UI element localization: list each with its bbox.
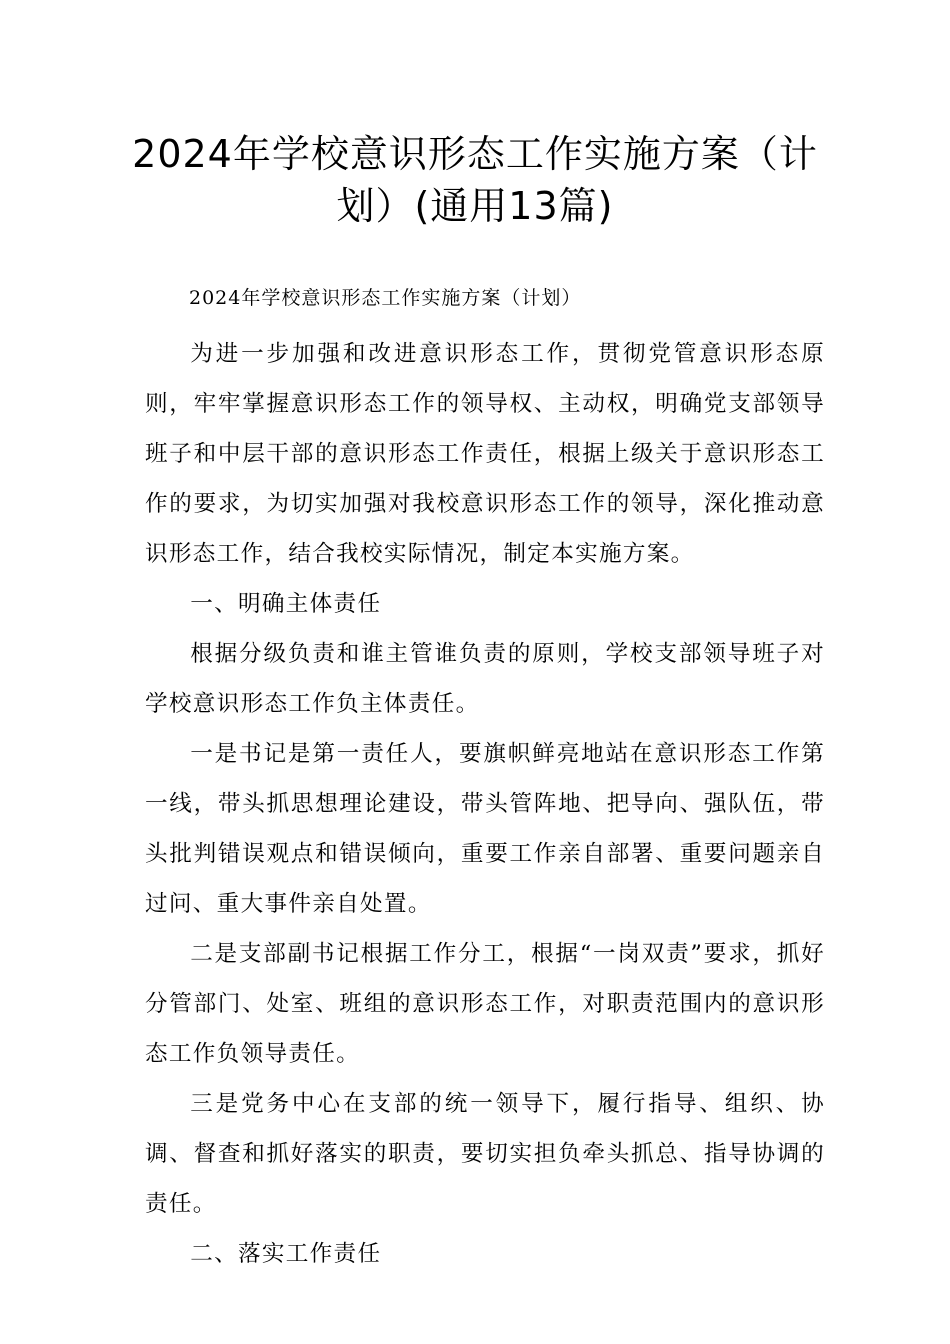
document-subtitle: 2024年学校意识形态工作实施方案（计划）	[189, 287, 582, 309]
paragraph-intro: 为进一步加强和改进意识形态工作，贯彻党管意识形态原则，牢牢掌握意识形态工作的领导权、主动权，明确党支部领导班子和中层干部的意识形态工作责任，根据上级关于意识形态工作的要求，为切实加强对我校意识形态工作的领导，深化推动意识形态工作，结合我校实际情况，制定本实施方案。	[145, 341, 825, 567]
document-title	[120, 128, 830, 232]
title-line-1: 2024年学校意识形态工作实施方案（计	[132, 132, 818, 176]
paragraph: 二是支部副书记根据工作分工，根据“一岗双责”要求，抓好分管部门、处室、班组的意识形态工作，对职责范围内的意识形态工作负领导责任。	[145, 941, 825, 1067]
document-body	[145, 329, 825, 1279]
paragraph: 一是书记是第一责任人，要旗帜鲜亮地站在意识形态工作第一线，带头抓思想理论建设，带头管阵地、把导向、强队伍，带头批判错误观点和错误倾向，重要工作亲自部署、重要问题亲自过问、重大事件亲自处置。	[145, 741, 825, 917]
section-heading-2: 二、落实工作责任	[190, 1241, 382, 1267]
paragraph: 三是党务中心在支部的统一领导下，履行指导、组织、协调、督查和抓好落实的职责，要切实担负牵头抓总、指导协调的责任。	[145, 1091, 825, 1217]
paragraph: 根据分级负责和谁主管谁负责的原则，学校支部领导班子对学校意识形态工作负主体责任。	[145, 641, 825, 717]
title-line-2: 划）(通用13篇)	[336, 184, 614, 228]
section-heading-1: 一、明确主体责任	[190, 591, 382, 617]
